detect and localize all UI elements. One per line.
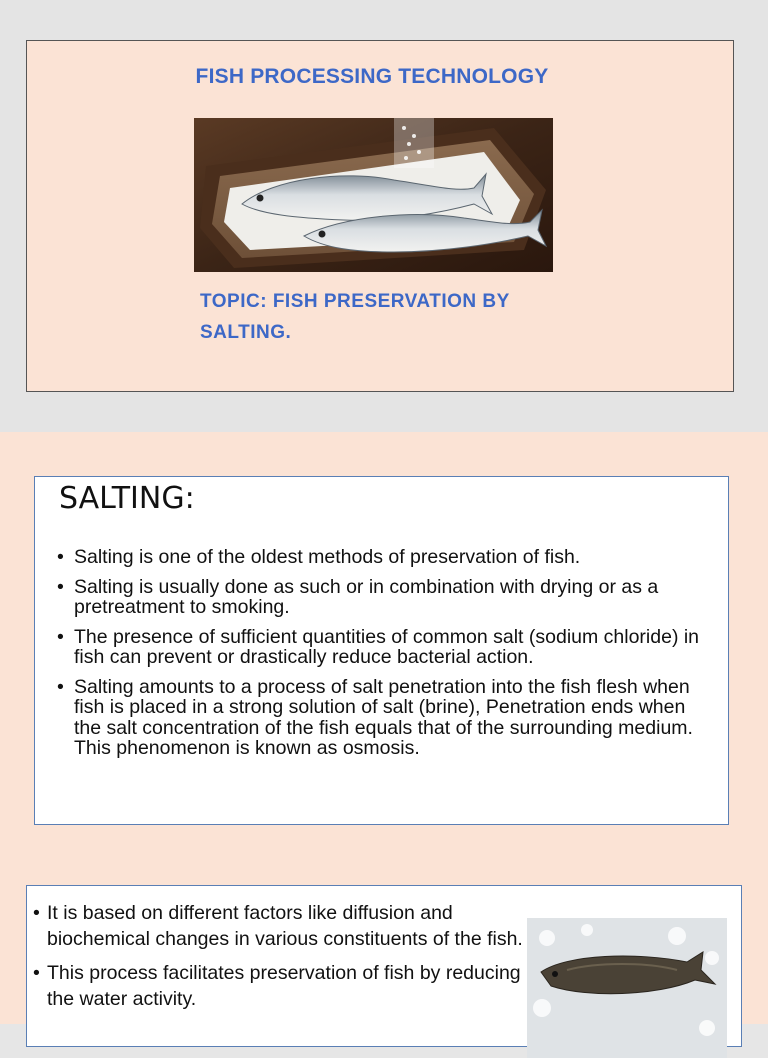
list-item xyxy=(57,547,717,568)
topic-text xyxy=(200,286,560,348)
process-slide xyxy=(26,885,742,1047)
topic-line-1: TOPIC: FISH PRESERVATION BY xyxy=(200,291,510,312)
bullet-icon: • xyxy=(57,546,64,568)
bullet-list xyxy=(57,547,717,768)
bullet-icon: • xyxy=(57,675,64,698)
bullet-text: This process facilitates preservation of fish by reducing the water activity. xyxy=(47,962,521,1010)
bullet-icon: • xyxy=(57,625,64,648)
bullet-icon: • xyxy=(33,902,40,924)
fish-in-salt-illustration xyxy=(527,918,727,1058)
fish-in-salt-photo xyxy=(527,918,727,1058)
bullet-list xyxy=(33,900,523,1020)
salted-fish-tray-illustration xyxy=(194,118,553,272)
list-item xyxy=(33,900,523,952)
bullet-text: The presence of sufficient quantities of common salt (sodium chloride) in fish can prevent or drastically reduce bacterial action. xyxy=(74,625,700,668)
list-item xyxy=(33,960,523,1012)
topic-line-2: SALTING. xyxy=(200,322,292,343)
salting-slide xyxy=(34,476,729,825)
salted-fish-tray-photo xyxy=(194,118,553,272)
bullet-icon: • xyxy=(33,962,40,984)
bullet-text: Salting is usually done as such or in combination with drying or as a pretreatment to smoking. xyxy=(74,575,659,618)
bullet-text: Salting amounts to a process of salt penetration into the fish flesh when fish is placed in a strong solution of salt (brine), Penetration ends when the salt concentration of the fish equals that of the surrounding medium. This phenomenon is known as osmosis. xyxy=(74,675,693,759)
title-slide xyxy=(26,40,734,392)
list-item xyxy=(57,577,717,618)
bullet-icon: • xyxy=(57,575,64,598)
presentation-title: FISH PROCESSING TECHNOLOGY xyxy=(195,65,549,88)
list-item xyxy=(57,677,717,759)
slide-heading: SALTING: xyxy=(59,481,195,516)
list-item xyxy=(57,627,717,668)
bullet-text: It is based on different factors like diffusion and biochemical changes in various constituents of the fish. xyxy=(47,902,523,950)
bullet-text: Salting is one of the oldest methods of preservation of fish. xyxy=(74,546,581,568)
